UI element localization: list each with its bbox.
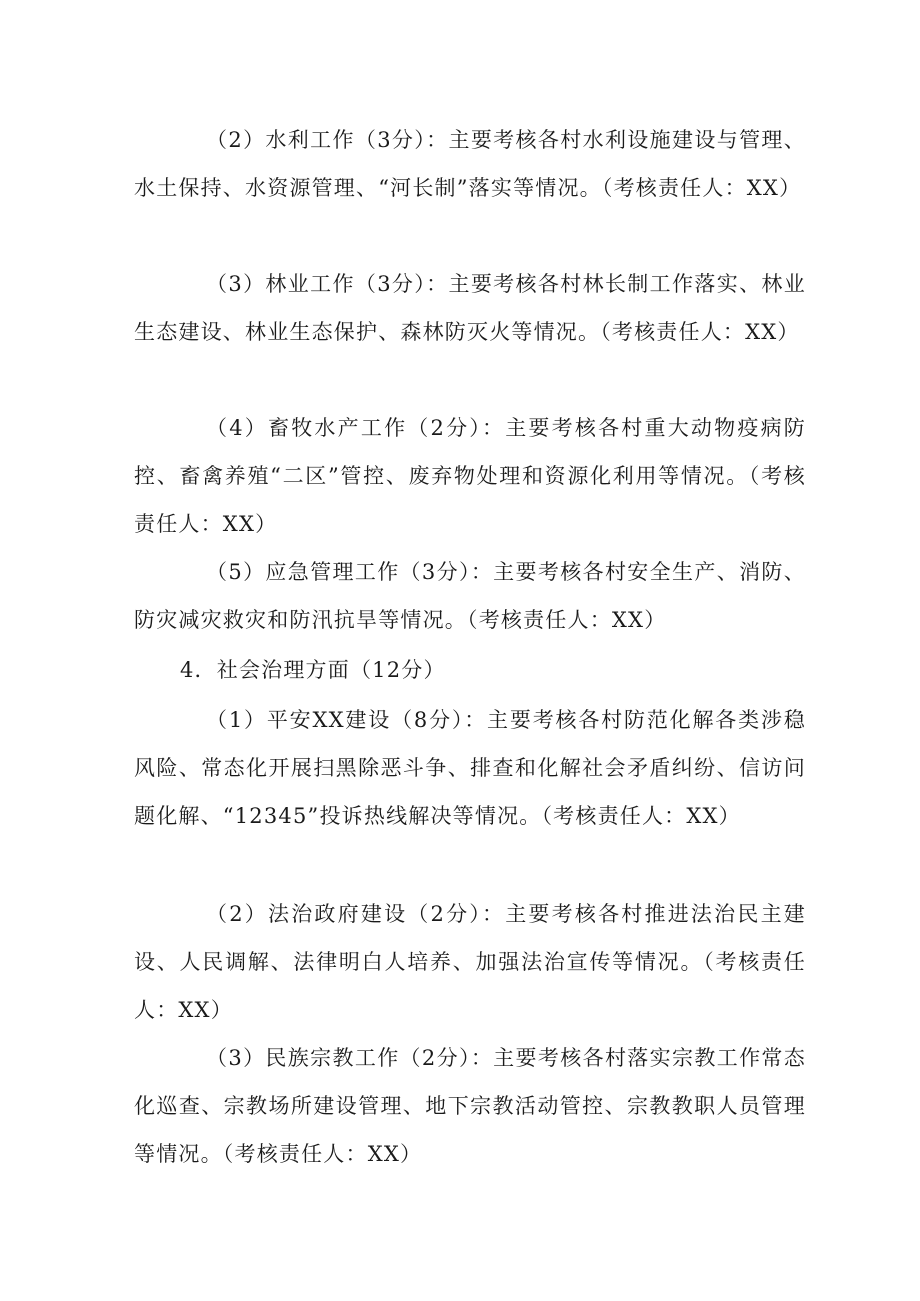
paragraph-emergency-management: （5）应急管理工作（3分）：主要考核各村安全生产、消防、防灾减灾救灾和防汛抗旱等情况。（考核责任人：XX） (134, 560, 806, 632)
paragraph-rule-of-law: （2）法治政府建设（2分）：主要考核各村推进法治民主建设、人民调解、法律明白人培养、加强法治宣传等情况。（考核责任人：XX） (134, 902, 806, 1022)
paragraph-public-safety: （1）平安XX建设（8分）：主要考核各村防范化解各类涉稳风险、常态化开展扫黑除恶斗争、排查和化解社会矛盾纠纷、信访问题化解、“12345”投诉热线解决等情况。（考核责任人：XX） (134, 708, 806, 828)
paragraph-animal-husbandry: （4）畜牧水产工作（2分）：主要考核各村重大动物疫病防控、畜禽养殖“二区”管控、废弃物处理和资源化利用等情况。（考核责任人：XX） (134, 416, 806, 536)
paragraph-water-conservancy: （2）水利工作（3分）：主要考核各村水利设施建设与管理、水土保持、水资源管理、“河长制”落实等情况。（考核责任人：XX） (134, 128, 806, 200)
paragraph-ethnic-religious: （3）民族宗教工作（2分）：主要考核各村落实宗教工作常态化巡查、宗教场所建设管理、地下宗教活动管控、宗教教职人员管理等情况。（考核责任人：XX） (134, 1046, 806, 1166)
section-heading-social-governance: 4．社会治理方面（12分） (180, 658, 446, 682)
paragraph-forestry: （3）林业工作（3分）：主要考核各村林长制工作落实、林业生态建设、林业生态保护、森林防灭火等情况。（考核责任人：XX） (134, 272, 806, 344)
